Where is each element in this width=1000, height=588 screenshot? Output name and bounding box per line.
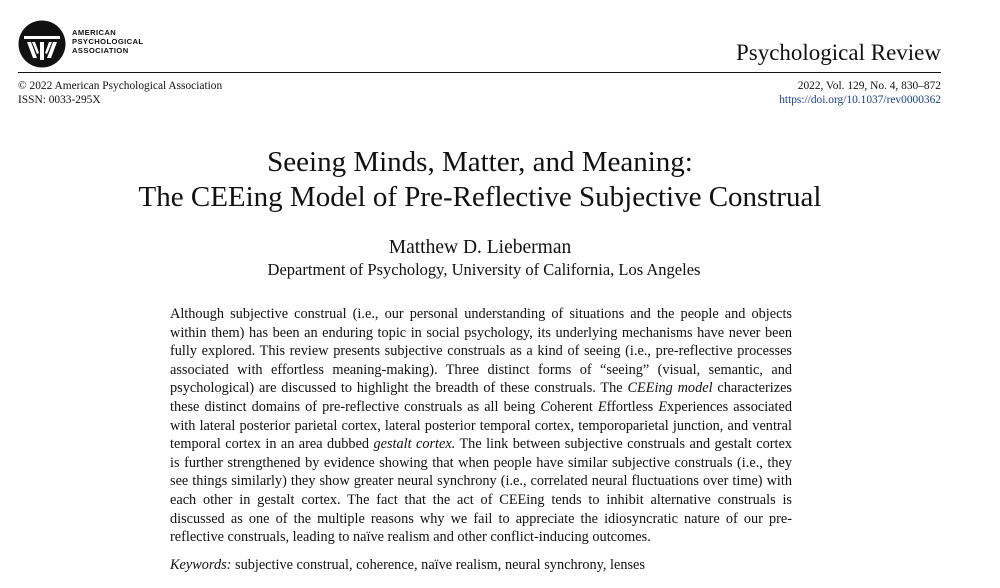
abstract-text: oherent [549, 398, 598, 415]
abstract-italic-term: CEEing model [627, 380, 713, 397]
publication-info [18, 80, 222, 107]
apa-logo-icon [18, 20, 66, 68]
title-line: Seeing Minds, Matter, and Meaning: [267, 146, 693, 178]
journal-title: Psychological Review [735, 40, 941, 65]
acronym-letter: C [540, 398, 550, 415]
abstract-text: characterizes these distinct domains of pre-reflective construals as all being [170, 380, 792, 415]
doi-link[interactable]: https://doi.org/10.1037/rev0000362 [779, 93, 941, 106]
keywords [170, 556, 792, 575]
abstract [170, 305, 792, 547]
citation-info [779, 80, 941, 107]
publisher-name [72, 28, 143, 55]
article-title [0, 145, 960, 215]
volume-line: 2022, Vol. 129, No. 4, 830–872 [797, 80, 941, 92]
author-affiliation: Department of Psychology, University of California, Los Angeles [267, 260, 701, 279]
acronym-letter: E [658, 398, 668, 415]
issn-line: ISSN: 0033-295X [18, 93, 101, 106]
publisher-line: ASSOCIATION [72, 46, 129, 55]
abstract-italic-term: gestalt cortex. [373, 436, 456, 453]
header-rule [18, 72, 941, 73]
title-line: The CEEing Model of Pre-Reflective Subjective Construal [138, 181, 822, 213]
author-name: Matthew D. Lieberman [388, 237, 572, 258]
acronym-letter: E [597, 398, 607, 415]
keywords-label: Keywords: [170, 557, 232, 573]
abstract-text: xperiences associated with lateral posterior parietal cortex, lateral posterior temporal cortex, temporoparietal junction, and ventral temporal cortex in an area dubbed [170, 398, 792, 453]
publisher-line: PSYCHOLOGICAL [72, 37, 144, 46]
copyright-line: © 2022 American Psychological Association [18, 80, 223, 92]
abstract-text: The link between subjective construals and gestalt cortex is further strengthened by evidence showing that when people have similar subjective construals (i.e., they see things similarly) they show greater neural synchrony (i.e., correlated neural fluctuations over time) with each other in gestalt cortex. The fact that the act of CEEing tends to inhibit alternative construals is discussed as one of the multiple reasons why we fail to appreciate the idiosyncratic nature of our pre-reflective construals, leading to naïve realism and other conflict-inducing outcomes. [170, 436, 792, 546]
keywords-text: subjective construal, coherence, naïve realism, neural synchrony, lenses [235, 557, 645, 573]
abstract-text: ffortless [606, 398, 659, 415]
publisher-line: AMERICAN [72, 28, 117, 37]
abstract-text: Although subjective construal (i.e., our personal understanding of situations and the people and objects within them) has been an enduring topic in social psychology, its underlying mechanisms have never been fully explored. This review presents subjective construals as a kind of seeing (i.e., pre-reflective processes associated with effortless meaning-making). Three distinct forms of “seeing” (visual, semantic, and psychological) are discussed to highlight the breadth of these construals. The [170, 306, 792, 397]
